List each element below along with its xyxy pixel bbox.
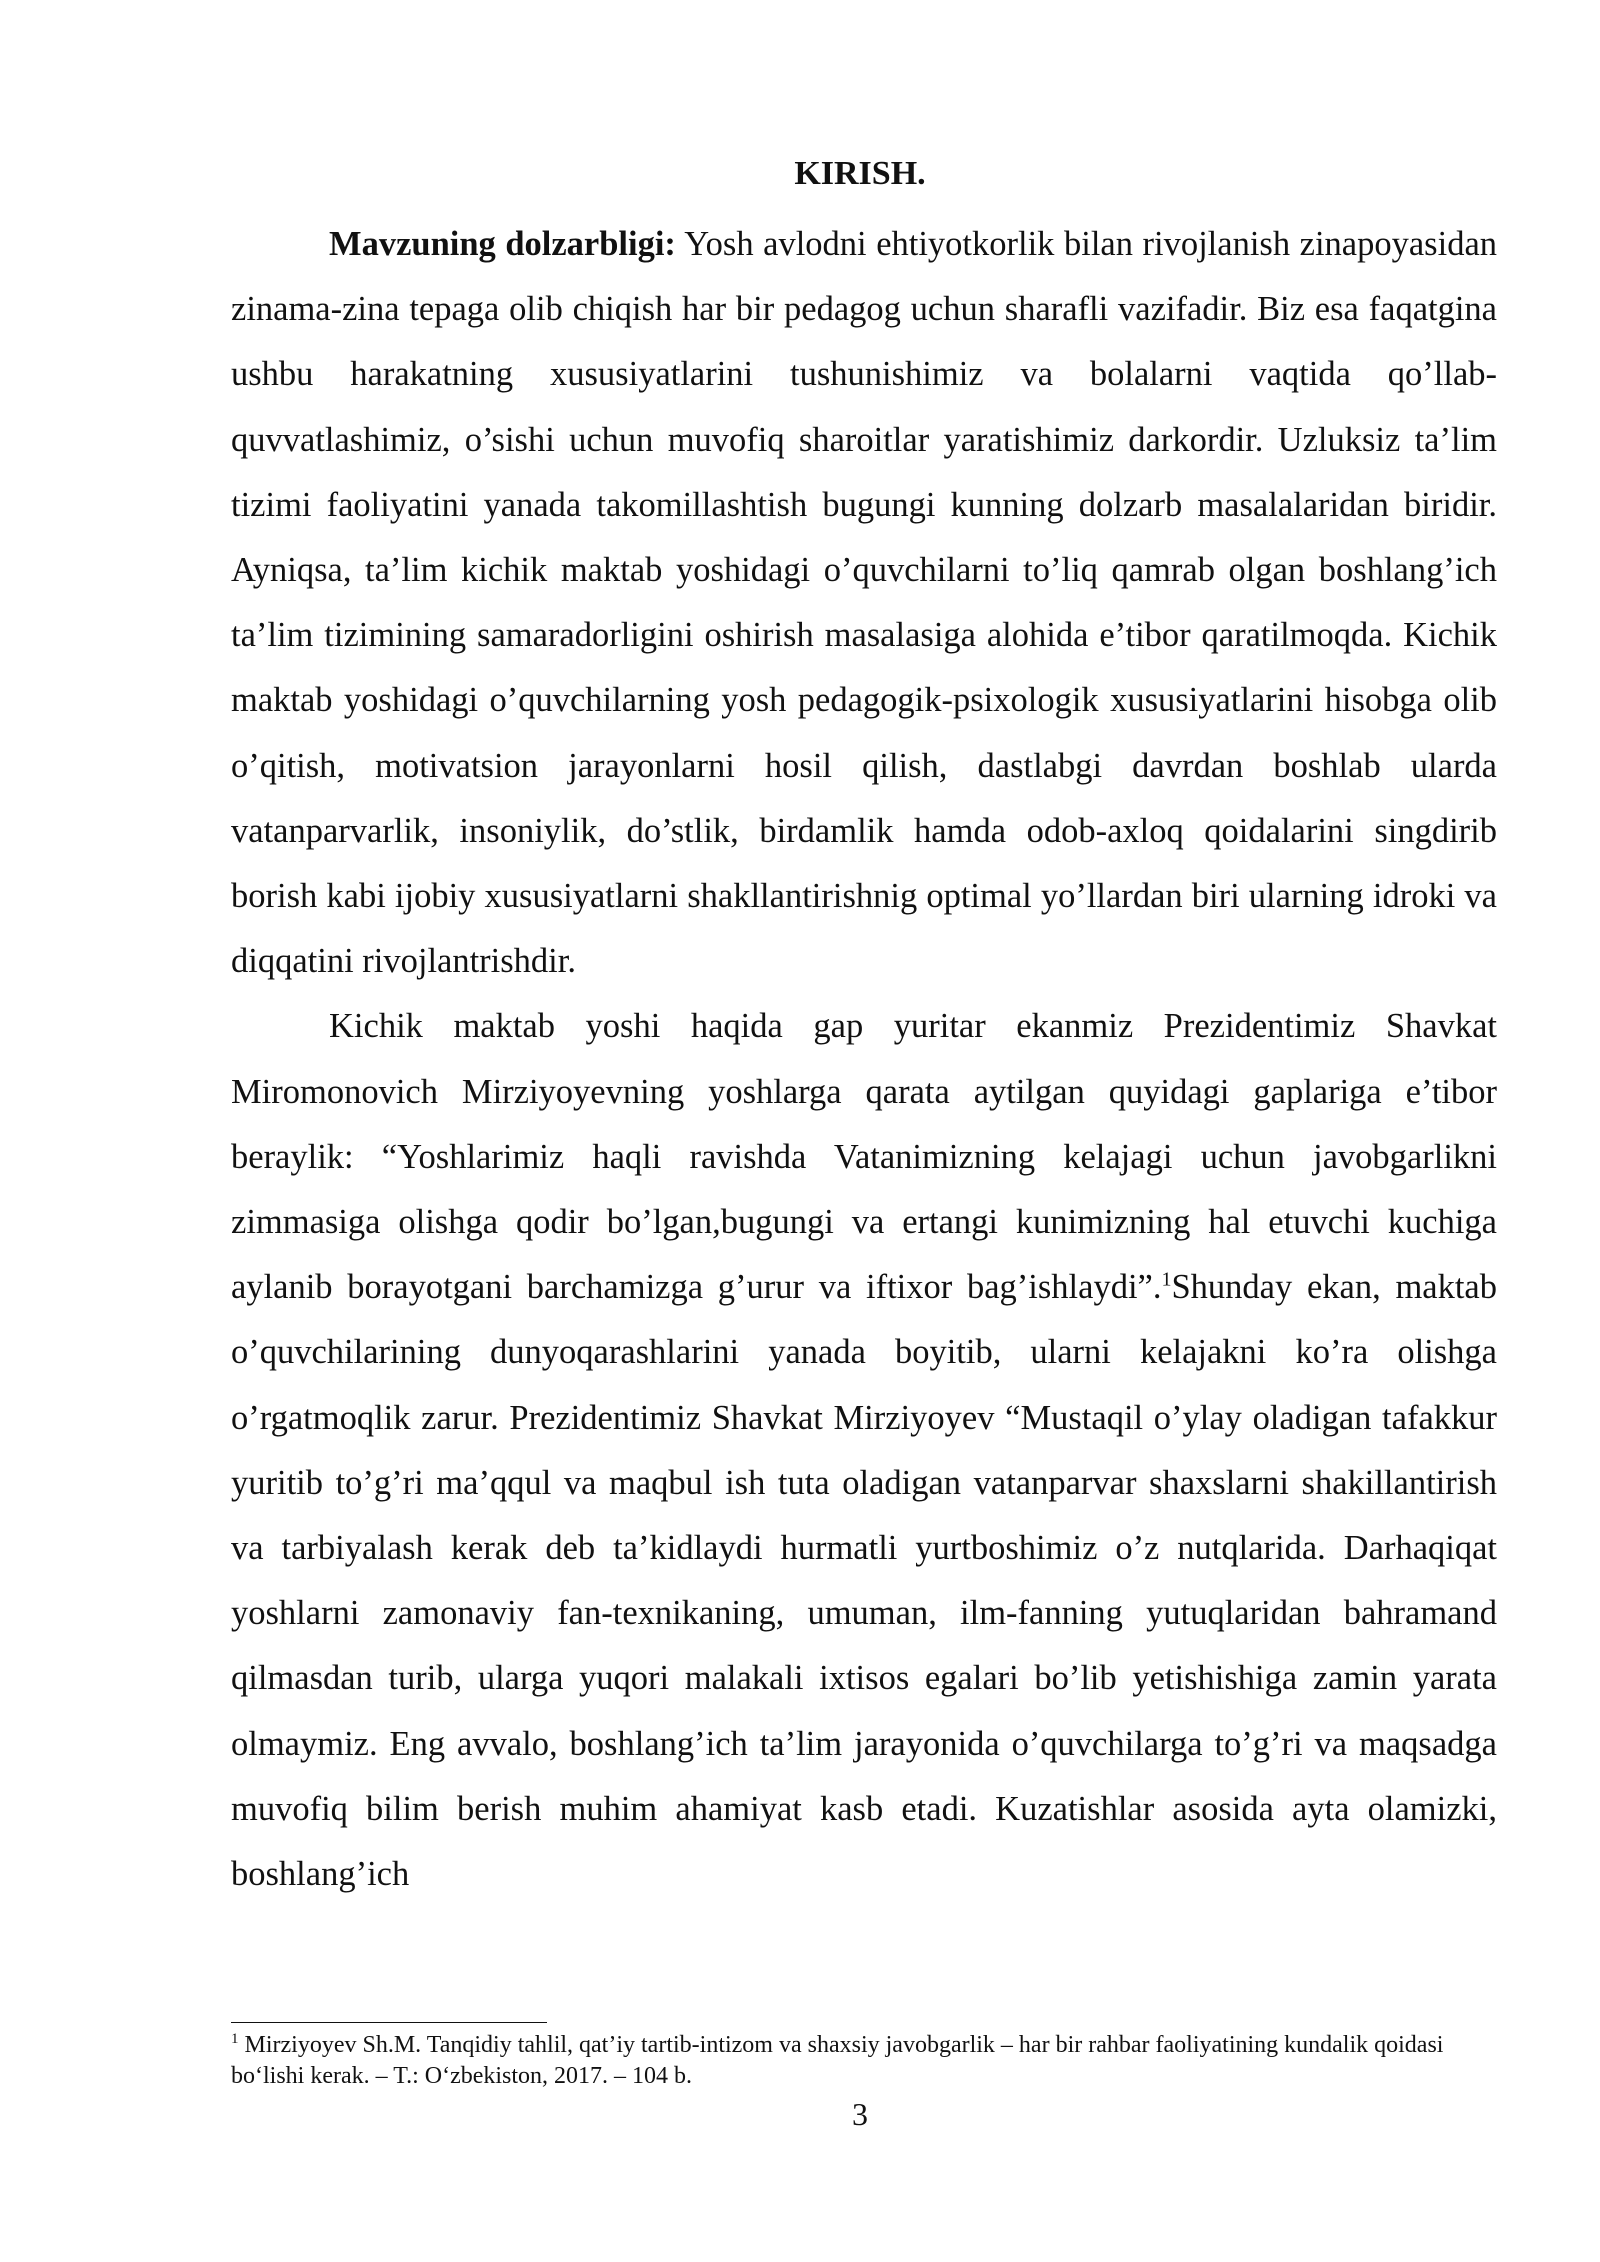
section-heading: KIRISH. (794, 155, 926, 192)
body-text (231, 212, 1497, 1907)
paragraph-text: Yosh avlodni ehtiyotkorlik bilan rivojlanish zinapoyasidan zinama-zina tepaga olib chiqish har bir pedagog uchun sharafli vazifadir. Biz esa faqatgina ushbu harakatning xususiyatlarini tushunishimiz va bolalarni vaqtida qo’llab-quvvatlashimiz, o’sishi uchun muvofiq sharoitlar yaratishimiz darkordir. Uzluksiz ta’lim tizimi faoliyatini yanada takomillashtish bugungi kunning dolzarb masalalaridan biridir. Ayniqsa, ta’lim kichik maktab yoshidagi o’quvchilarni to’liq qamrab olgan boshlang’ich ta’lim tizimining samaradorligini oshirish masalasiga alohida e’tibor qaratilmoqda. Kichik maktab yoshidagi o’quvchilarning yosh pedagogik-psixologik xususiyatlarini hisobga olib o’qitish, motivatsion jarayonlarni hosil qilish, dastlabgi davrdan boshlab ularda vatanparvarlik, insoniylik, do’stlik, birdamlik hamda odob-axloq qoidalarini singdirib borish kabi ijobiy xususiyatlarni shakllantirishnig optimal yo’llardan biri ularning idroki va diqqatini rivojlantrishdir. (231, 225, 1498, 981)
page-number: 3 (852, 2096, 868, 2132)
footnote-separator (231, 2022, 547, 2023)
paragraph-text-after-note: Shunday ekan, maktab o’quvchilarining dunyoqarashlarini yanada boyitib, ularni kelajakni ko’ra olishga o’rgatmoqlik zarur. Prezidentimiz Shavkat Mirziyoyev “Mustaqil o’ylay oladigan tafakkur yuritib to’g’ri ma’qqul va maqbul ish tuta oladigan vatanparvar shaxslarni shakillantirish va tarbiyalash kerak deb ta’kidlaydi hurmatli yurtboshimiz o’z nutqlarida. Darhaqiqat yoshlarni zamonaviy fan-texnikaning, umuman, ilm-fanning yutuqlaridan bahramand qilmasdan turib, ularga yuqori malakali ixtisos egalari bo’lib yetishishiga zamin yarata olmaymiz. Eng avvalo, boshlang’ich ta’lim jarayonida o’quvchilarga to’g’ri va maqsadga muvofiq bilim berish muhim ahamiyat kasb etadi. Kuzatishlar asosida ayta olamizki, boshlang’ich (231, 1268, 1497, 1894)
paragraph-relevance (231, 212, 1497, 994)
paragraph-lead: Mavzuning dolzarbligi: (329, 225, 676, 263)
footnote (231, 2030, 1497, 2092)
paragraph-president-quote (231, 994, 1497, 1907)
paragraph-text-before-note: Kichik maktab yoshi haqida gap yuritar ekanmiz Prezidentimiz Shavkat Miromonovich Mirziyoyevning yoshlarga qarata aytilgan quyidagi gaplariga e’tibor beraylik: “Yoshlarimiz haqli ravishda Vatanimizning kelajagi uchun javobgarlikni zimmasiga olishga qodir bo’lgan,bugungi va ertangi kunimizning hal etuvchi kuchiga aylanib borayotgani barchamizga g’urur va iftixor bag’ishlaydi”. (231, 1007, 1497, 1307)
footnote-text: Mirziyoyev Sh.M. Tanqidiy tahlil, qat’iy tartib-intizom va shaxsiy javobgarlik – har bir rahbar faoliyatining kundalik qoidasi bo‘lishi kerak. – T.: O‘zbekiston, 2017. – 104 b. (231, 2032, 1444, 2089)
footnote-marker: 1 (231, 2031, 239, 2047)
footnote-reference[interactable]: 1 (1161, 1268, 1172, 1291)
